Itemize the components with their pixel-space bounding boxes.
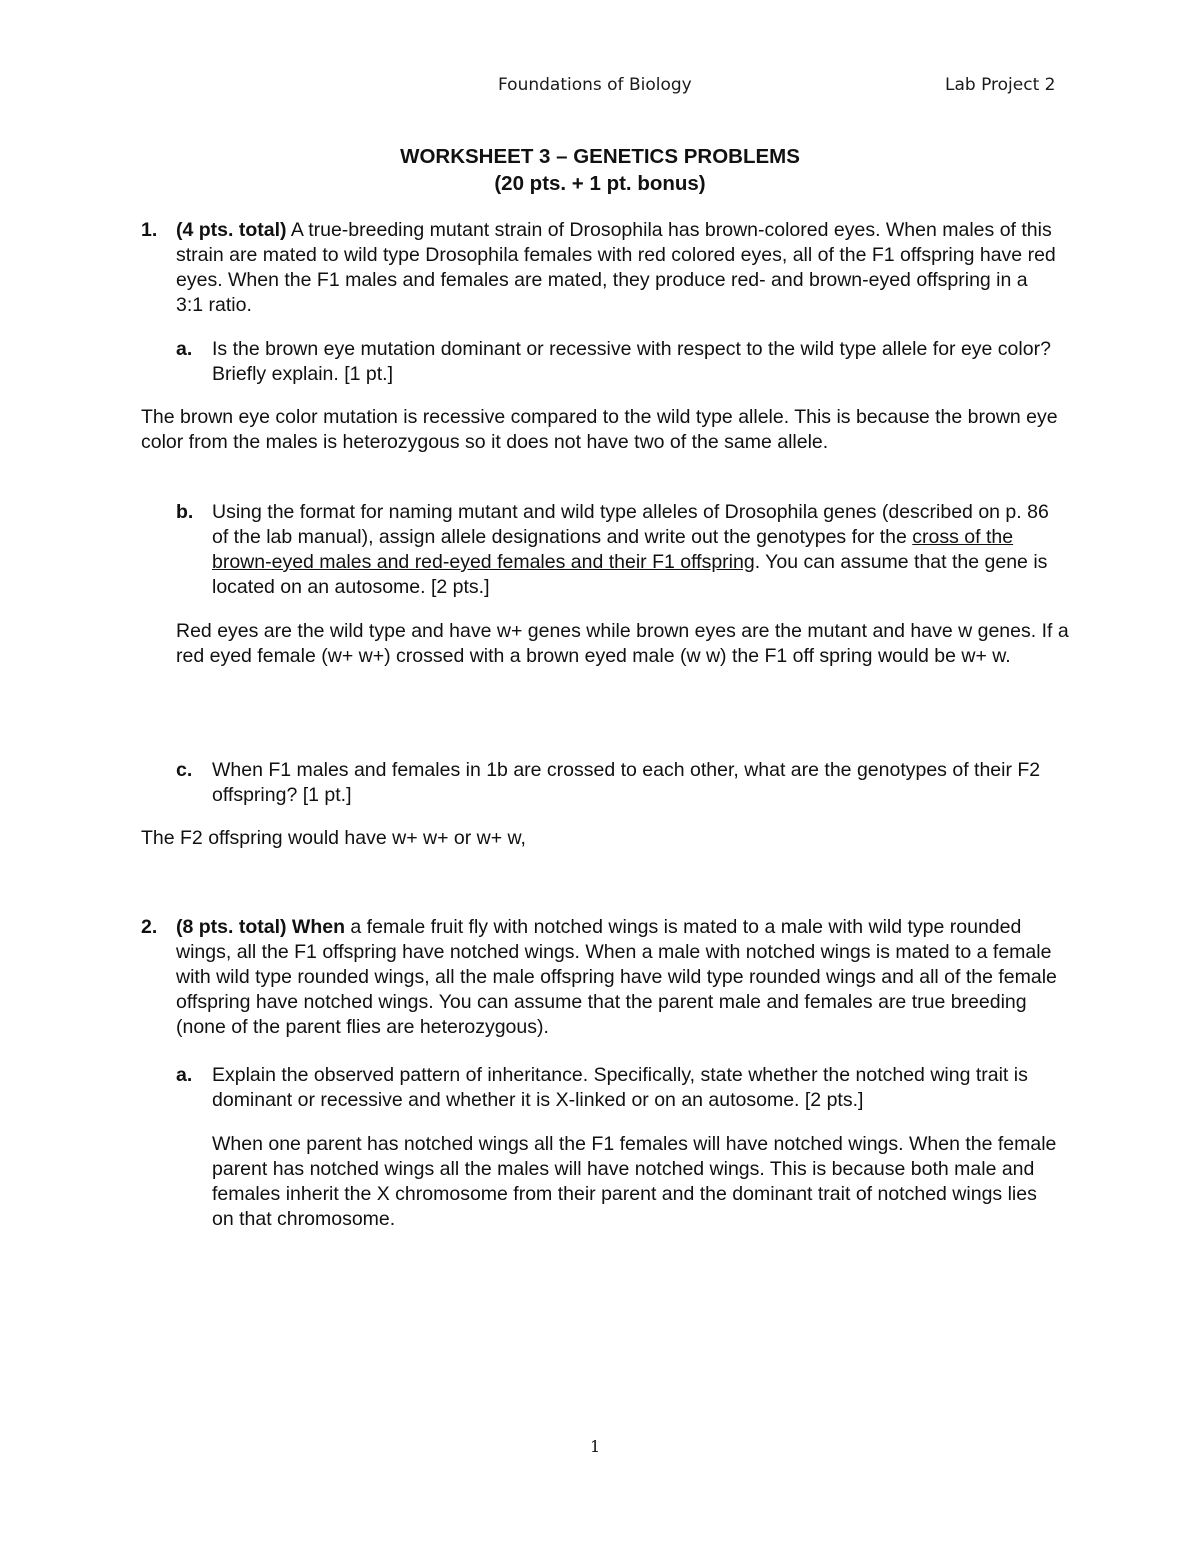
header-lab-project: Lab Project 2 <box>945 75 1056 95</box>
q2-number: 2. <box>141 916 158 938</box>
worksheet-points: (20 pts. + 1 pt. bonus) <box>494 172 706 195</box>
q1b-prompt <box>212 500 1062 600</box>
q2-text: a female fruit fly with notched wings is mated to a male with wild type rounded wings, all the F1 offspring have notched wings. When a male with notched wings is mated to a female with wild type rounded wings, all the male offspring have wild type rounded wings and all of the female offspring have notched wings. You can assume that the parent male and females are true breeding (none of the parent flies are heterozygous). <box>176 916 1057 1038</box>
q1b-text-before: Using the format for naming mutant and wild type alleles of Drosophila genes (described on p. 86 of the lab manual), assign allele designations and write out the genotypes for the <box>212 501 1049 548</box>
q1b-letter: b. <box>176 501 194 523</box>
q2-prompt <box>176 915 1061 1040</box>
q1c-answer: The F2 offspring would have w+ w+ or w+ w, <box>141 827 526 849</box>
header-course-title: Foundations of Biology <box>498 75 692 95</box>
q2-points: (8 pts. total) When <box>176 916 345 938</box>
q1c-letter: c. <box>176 759 193 781</box>
q2a-letter: a. <box>176 1064 193 1086</box>
q1c-prompt: When F1 males and females in 1b are crossed to each other, what are the genotypes of their F2 offspring? [1 pt.] <box>212 759 1041 806</box>
worksheet-title: WORKSHEET 3 – GENETICS PROBLEMS <box>400 145 800 168</box>
q1-number: 1. <box>141 219 158 241</box>
q1-prompt <box>176 218 1056 318</box>
q1a-answer: The brown eye color mutation is recessive compared to the wild type allele. This is because the brown eye color from the males is heterozygous so it does not have two of the same allele. <box>141 406 1058 453</box>
q1-points: (4 pts. total) <box>176 219 287 241</box>
q1a-prompt: Is the brown eye mutation dominant or recessive with respect to the wild type allele for eye color? Briefly explain. [1 pt.] <box>212 338 1051 385</box>
q1b-text-after: . You can assume that the gene is located on an autosome. [2 pts.] <box>212 551 1048 598</box>
page-number: 1 <box>590 1437 601 1456</box>
q1b-text-underlined: cross of the brown-eyed males and red-eyed females and their F1 offspring <box>212 526 1014 573</box>
q2a-prompt: Explain the observed pattern of inheritance. Specifically, state whether the notched wing trait is dominant or recessive and whether it is X-linked or on an autosome. [2 pts.] <box>212 1064 1028 1111</box>
q1a-letter: a. <box>176 338 193 360</box>
q1b-answer: Red eyes are the wild type and have w+ genes while brown eyes are the mutant and have w genes. If a red eyed female (w+ w+) crossed with a brown eyed male (w w) the F1 off spring would be w+ w. <box>176 620 1069 667</box>
q2a-answer: When one parent has notched wings all the F1 females will have notched wings. When the female parent has notched wings all the males will have notched wings. This is because both male and females inherit the X chromosome from their parent and the dominant trait of notched wings lies on that chromosome. <box>212 1133 1057 1230</box>
q1-text: A true-breeding mutant strain of Drosophila has brown-colored eyes. When males of this strain are mated to wild type Drosophila females with red colored eyes, all of the F1 offspring have red eyes. When the F1 males and females are mated, they produce red- and brown-eyed offspring in a 3:1 ratio. <box>176 219 1056 316</box>
